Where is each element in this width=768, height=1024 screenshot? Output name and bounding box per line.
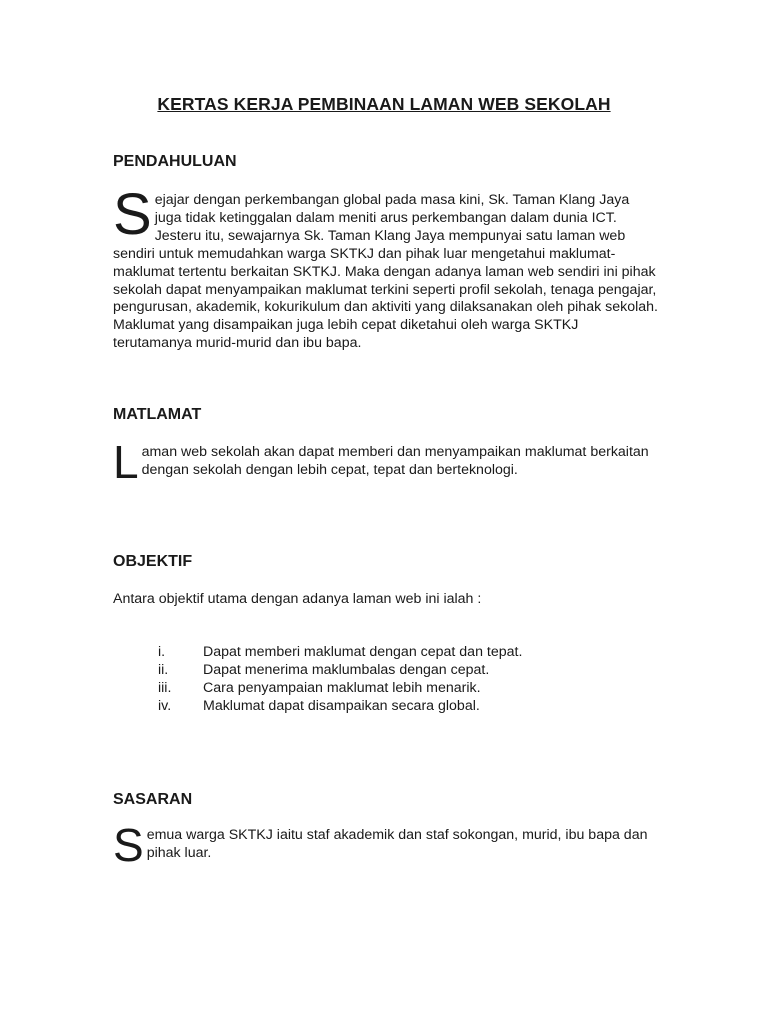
list-item	[158, 662, 522, 680]
dropcap-pendahuluan: S	[113, 182, 152, 247]
dropcap-matlamat: L	[113, 436, 139, 488]
list-item	[158, 698, 522, 716]
dropcap-sasaran: S	[113, 819, 144, 871]
paragraph-pendahuluan	[113, 182, 658, 353]
list-item	[158, 644, 522, 662]
objektif-intro: Antara objektif utama dengan adanya laman web ini ialah :	[113, 591, 482, 607]
list-item-text: Maklumat dapat disampaikan secara global.	[203, 697, 480, 714]
list-item-text: Dapat memberi maklumat dengan cepat dan tepat.	[203, 644, 523, 660]
list-item-number: i.	[158, 644, 166, 660]
list-item-number: iii.	[158, 679, 172, 696]
heading-pendahuluan: PENDAHULUAN	[113, 153, 237, 170]
list-item	[158, 680, 522, 698]
list-item-text: Cara penyampaian maklumat lebih menarik.	[203, 679, 481, 696]
paragraph-sasaran-text: emua warga SKTKJ iaitu staf akademik dan staf sokongan, murid, ibu bapa dan pihak luar.	[146, 827, 648, 861]
paragraph-matlamat	[113, 436, 658, 488]
list-item-number: iv.	[158, 697, 172, 714]
paragraph-matlamat-text: aman web sekolah akan dapat memberi dan menyampaikan maklumat berkaitan dengan sekolah dengan lebih cepat, tepat dan berteknologi.	[141, 444, 649, 478]
heading-objektif: OBJEKTIF	[113, 553, 193, 570]
list-item-text: Dapat menerima maklumbalas dengan cepat.	[203, 661, 490, 678]
objektif-list	[158, 644, 522, 716]
heading-matlamat: MATLAMAT	[113, 406, 202, 423]
list-item-number: ii.	[158, 661, 169, 678]
document-title: KERTAS KERJA PEMBINAAN LAMAN WEB SEKOLAH	[157, 94, 611, 114]
paragraph-sasaran	[113, 819, 658, 871]
paragraph-pendahuluan-text: ejajar dengan perkembangan global pada masa kini, Sk. Taman Klang Jaya juga tidak ketinggalan dalam meniti arus perkembangan dalam dunia ICT. Jesteru itu, sewajarnya Sk. Taman Klang Jaya mempunyai satu laman web sendiri untuk memudahkan warga SKTKJ dan pihak luar mengetahui maklumat-maklumat tertentu berkaitan SKTKJ. Maka dengan adanya laman web sendiri ini pihak sekolah dapat menyampaikan maklumat terkini seperti profil sekolah, tenaga pengajar, pengurusan, akademik, kokurikulum dan aktiviti yang dilaksanakan oleh pihak sekolah. Maklumat yang disampaikan juga lebih cepat diketahui oleh warga SKTKJ terutamanya murid-murid dan ibu bapa.	[113, 192, 658, 352]
heading-sasaran: SASARAN	[113, 791, 193, 808]
